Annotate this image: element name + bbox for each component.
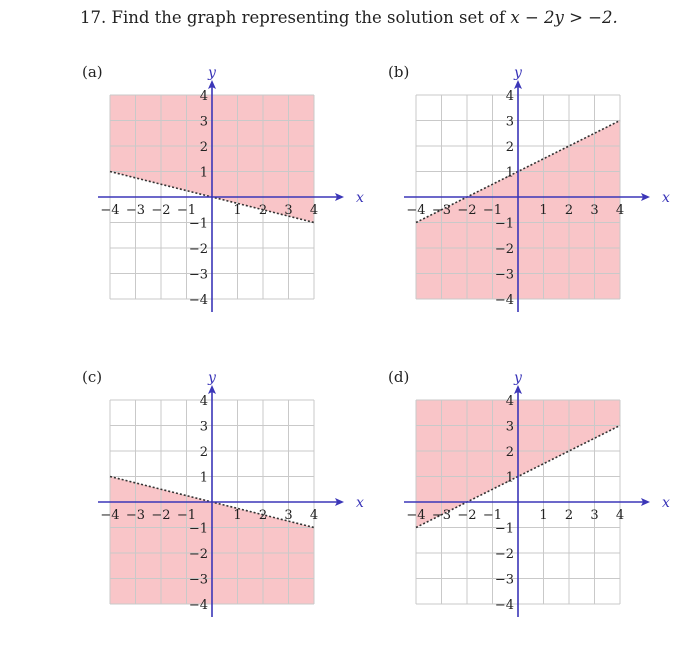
y-tick-label: 2 bbox=[199, 445, 208, 460]
x-tick-label: −2 bbox=[151, 203, 171, 218]
option-label: (c) bbox=[82, 368, 103, 386]
y-tick-label: −1 bbox=[494, 216, 514, 232]
x-tick-label: 3 bbox=[590, 203, 599, 218]
x-tick-label: 1 bbox=[539, 508, 548, 523]
x-tick-label: −1 bbox=[482, 508, 503, 523]
y-tick-label: 3 bbox=[505, 419, 514, 435]
question-number: 17. bbox=[80, 8, 107, 27]
option-label: (b) bbox=[388, 63, 410, 81]
y-axis-label: y bbox=[514, 370, 522, 386]
x-axis-label: x bbox=[662, 495, 670, 511]
x-tick-label: −3 bbox=[125, 508, 146, 523]
x-tick-label: −2 bbox=[151, 508, 171, 523]
x-tick-label: −1 bbox=[176, 508, 197, 523]
x-tick-label: 1 bbox=[539, 203, 548, 218]
x-tick-label: −3 bbox=[431, 508, 452, 523]
y-tick-label: −2 bbox=[188, 547, 208, 562]
y-tick-label: 2 bbox=[505, 140, 514, 155]
graph-option-c[interactable] bbox=[80, 365, 370, 630]
x-axis-label: x bbox=[662, 190, 670, 206]
y-tick-label: 1 bbox=[199, 470, 208, 486]
y-tick-label: 4 bbox=[505, 394, 514, 409]
y-tick-label: −2 bbox=[188, 242, 208, 257]
y-tick-label: −1 bbox=[188, 216, 208, 232]
y-tick-label: 2 bbox=[505, 445, 514, 460]
x-tick-label: −3 bbox=[431, 203, 452, 218]
y-axis-label: y bbox=[514, 65, 522, 81]
graph-option-b[interactable] bbox=[386, 60, 676, 325]
question-text bbox=[80, 8, 618, 27]
x-tick-label: 4 bbox=[309, 203, 319, 218]
coordinate-plane bbox=[386, 365, 676, 630]
y-tick-label: 1 bbox=[505, 165, 514, 181]
x-tick-label: −4 bbox=[100, 508, 120, 523]
y-tick-label: −3 bbox=[494, 267, 514, 283]
x-tick-label: 2 bbox=[258, 508, 268, 523]
y-tick-label: 3 bbox=[199, 114, 208, 130]
y-axis-label: y bbox=[208, 370, 216, 386]
x-tick-label: 4 bbox=[615, 203, 625, 218]
x-tick-label: −2 bbox=[457, 203, 477, 218]
y-tick-label: −2 bbox=[494, 242, 514, 257]
coordinate-plane bbox=[80, 60, 370, 325]
option-label: (d) bbox=[388, 368, 410, 386]
y-tick-label: 1 bbox=[505, 470, 514, 486]
x-tick-label: 2 bbox=[564, 508, 574, 523]
x-tick-label: 4 bbox=[615, 508, 625, 523]
x-tick-label: 1 bbox=[233, 508, 242, 523]
y-tick-label: 4 bbox=[199, 394, 208, 409]
x-tick-label: −4 bbox=[406, 508, 426, 523]
y-tick-label: −3 bbox=[188, 572, 208, 588]
coordinate-plane bbox=[386, 60, 676, 325]
y-tick-label: 1 bbox=[199, 165, 208, 181]
y-tick-label: −3 bbox=[494, 572, 514, 588]
x-axis-label: x bbox=[356, 190, 364, 206]
y-tick-label: −4 bbox=[494, 293, 514, 308]
y-tick-label: −3 bbox=[188, 267, 208, 283]
y-tick-label: 4 bbox=[199, 89, 208, 104]
question-inequality: x − 2y > −2. bbox=[510, 8, 618, 27]
x-tick-label: 3 bbox=[284, 203, 293, 218]
y-tick-label: −1 bbox=[188, 521, 208, 537]
y-axis-label: y bbox=[208, 65, 216, 81]
x-tick-label: 1 bbox=[233, 203, 242, 218]
x-tick-label: 3 bbox=[284, 508, 293, 523]
y-tick-label: −4 bbox=[494, 598, 514, 613]
x-tick-label: 2 bbox=[564, 203, 574, 218]
y-tick-label: 3 bbox=[505, 114, 514, 130]
y-tick-label: −4 bbox=[188, 598, 208, 613]
y-tick-label: −4 bbox=[188, 293, 208, 308]
graph-option-a[interactable] bbox=[80, 60, 370, 325]
x-tick-label: 4 bbox=[309, 508, 319, 523]
option-label: (a) bbox=[82, 63, 103, 81]
x-tick-label: −1 bbox=[482, 203, 503, 218]
x-tick-label: −4 bbox=[100, 203, 120, 218]
x-tick-label: −3 bbox=[125, 203, 146, 218]
graph-option-d[interactable] bbox=[386, 365, 676, 630]
y-tick-label: −1 bbox=[494, 521, 514, 537]
y-tick-label: 3 bbox=[199, 419, 208, 435]
x-tick-label: −1 bbox=[176, 203, 197, 218]
y-tick-label: 4 bbox=[505, 89, 514, 104]
x-axis-label: x bbox=[356, 495, 364, 511]
x-tick-label: 3 bbox=[590, 508, 599, 523]
coordinate-plane bbox=[80, 365, 370, 630]
question-prompt: Find the graph representing the solution set of bbox=[111, 8, 506, 27]
x-tick-label: −2 bbox=[457, 508, 477, 523]
x-tick-label: −4 bbox=[406, 203, 426, 218]
x-tick-label: 2 bbox=[258, 203, 268, 218]
y-tick-label: 2 bbox=[199, 140, 208, 155]
y-tick-label: −2 bbox=[494, 547, 514, 562]
